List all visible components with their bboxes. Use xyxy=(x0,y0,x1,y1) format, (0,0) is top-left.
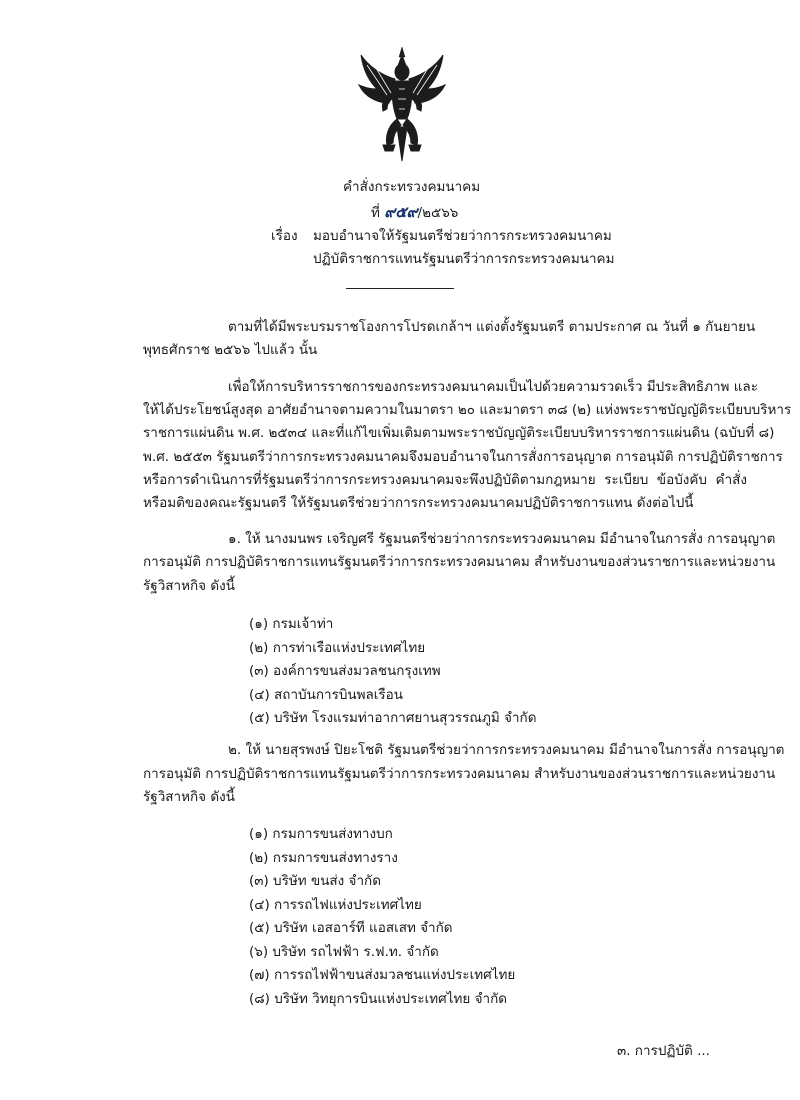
intro-line-2: พุทธศักราช ๒๕๖๖ ไปแล้ว นั้น xyxy=(143,342,318,358)
order-number-handwritten: ๙๕๙ xyxy=(384,203,418,221)
section2-list-item: (๑) กรมการขนส่งทางบก xyxy=(249,826,393,842)
section2-list-item: (๗) การรถไฟฟ้าขนส่งมวลชนแห่งประเทศไทย xyxy=(249,967,516,983)
subject-line-1: มอบอำนาจให้รัฐมนตรีช่วยว่าการกระทรวงคมนาคม xyxy=(313,228,612,244)
header-divider xyxy=(346,288,454,289)
section2-line: รัฐวิสาหกิจ ดังนี้ xyxy=(143,789,235,805)
order-title: คำสั่งกระทรวงคมนาคม xyxy=(343,179,481,195)
section2-list-item: (๒) กรมการขนส่งทางราง xyxy=(249,850,398,866)
order-number xyxy=(371,203,458,222)
purpose-line: เพื่อให้การบริหารราชการของกระทรวงคมนาคมเป็นไปด้วยความรวดเร็ว มีประสิทธิภาพ และ xyxy=(228,379,758,395)
section1-line: ๑. ให้ นางมนพร เจริญศรี รัฐมนตรีช่วยว่าการกระทรวงคมนาคม มีอำนาจในการสั่ง การอนุญาต xyxy=(228,531,776,547)
section1-list-item: (๒) การท่าเรือแห่งประเทศไทย xyxy=(249,640,426,656)
section1-list-item: (๔) สถาบันการบินพลเรือน xyxy=(249,687,404,703)
section1-line: รัฐวิสาหกิจ ดังนี้ xyxy=(143,578,235,594)
section1-list-item: (๓) องค์การขนส่งมวลชนกรุงเทพ xyxy=(249,663,441,679)
garuda-emblem-icon xyxy=(357,45,447,163)
purpose-line: หรือการดำเนินการที่รัฐมนตรีว่าการกระทรวงคมนาคมจะพึงปฏิบัติตามกฎหมาย ระเบียบ ข้อบังคับ คำสั่ง xyxy=(143,472,747,488)
purpose-line: พ.ศ. ๒๕๕๓ รัฐมนตรีว่าการกระทรวงคมนาคมจึงมอบอำนาจในการสั่งการอนุญาต การอนุมัติ การปฏิบัติราชการ xyxy=(143,449,783,465)
subject-label: เรื่อง xyxy=(271,228,298,244)
section2-line: การอนุมัติ การปฏิบัติราชการแทนรัฐมนตรีว่าการกระทรวงคมนาคม สำหรับงานของส่วนราชการและหน่วยงาน xyxy=(143,766,776,782)
section1-line: การอนุมัติ การปฏิบัติราชการแทนรัฐมนตรีว่าการกระทรวงคมนาคม สำหรับงานของส่วนราชการและหน่วยงาน xyxy=(143,554,776,570)
intro-line-1: ตามที่ได้มีพระบรมราชโองการโปรดเกล้าฯ แต่งตั้งรัฐมนตรี ตามประกาศ ณ วันที่ ๑ กันยายน xyxy=(228,319,756,335)
purpose-line: ให้ได้ประโยชน์สูงสุด อาศัยอำนาจตามความในมาตรา ๒๐ และมาตรา ๓๘ (๒) แห่งพระราชบัญญัติระเบียบบริหาร xyxy=(143,402,792,418)
purpose-line: ราชการแผ่นดิน พ.ศ. ๒๕๓๔ และที่แก้ไขเพิ่มเติมตามพระราชบัญญัติระเบียบบริหารราชการแผ่นดิน (ฉบับที่ ๘) xyxy=(143,425,775,441)
section2-list-item: (๕) บริษัท เอสอาร์ที แอสเสท จำกัด xyxy=(249,920,453,936)
continuation-marker: ๓. การปฏิบัติ ... xyxy=(617,1043,710,1059)
section2-list-item: (๖) บริษัท รถไฟฟ้า ร.ฟ.ท. จำกัด xyxy=(249,944,439,960)
section2-list-item: (๓) บริษัท ขนส่ง จำกัด xyxy=(249,873,381,889)
section1-list-item: (๑) กรมเจ้าท่า xyxy=(249,616,334,632)
section2-line: ๒. ให้ นายสุรพงษ์ ปิยะโชติ รัฐมนตรีช่วยว่าการกระทรวงคมนาคม มีอำนาจในการสั่ง การอนุญาต xyxy=(228,742,785,758)
section2-list-item: (๘) บริษัท วิทยุการบินแห่งประเทศไทย จำกัด xyxy=(249,991,508,1007)
order-number-year: /๒๕๖๖ xyxy=(417,205,459,221)
section1-list-item: (๕) บริษัท โรงแรมท่าอากาศยานสุวรรณภูมิ จำกัด xyxy=(249,710,537,726)
subject-line-2: ปฏิบัติราชการแทนรัฐมนตรีว่าการกระทรวงคมนาคม xyxy=(313,251,615,267)
order-number-prefix: ที่ xyxy=(371,205,380,221)
purpose-line: หรือมติของคณะรัฐมนตรี ให้รัฐมนตรีช่วยว่าการกระทรวงคมนาคมปฏิบัติราชการแทน ดังต่อไปนี้ xyxy=(143,495,694,511)
section2-list-item: (๔) การรถไฟแห่งประเทศไทย xyxy=(249,897,422,913)
